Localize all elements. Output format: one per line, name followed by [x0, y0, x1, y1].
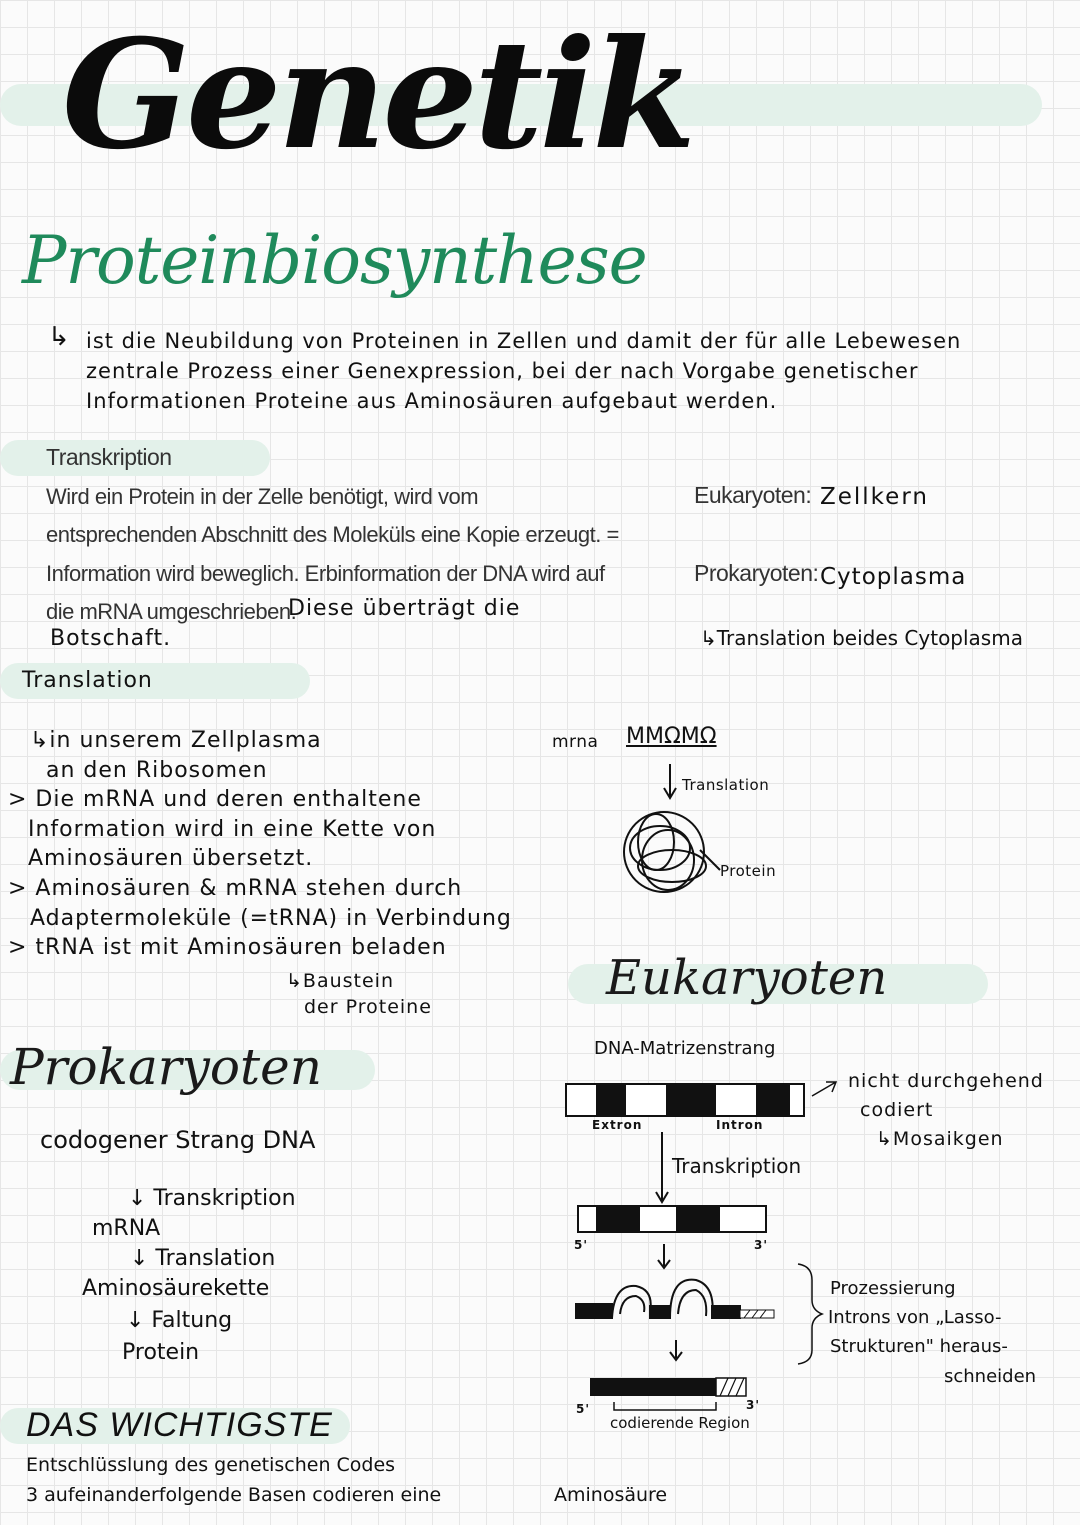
mrna-strand: MMΩMΩ	[626, 724, 717, 749]
page-title: Genetik	[62, 7, 693, 183]
prok-step-6: Protein	[122, 1340, 200, 1365]
lasso-structure-icon	[576, 1280, 774, 1318]
wichtig-heading: DAS WICHTIGSTE	[26, 1406, 333, 1444]
dna-strand-bar	[566, 1084, 804, 1116]
dna-matrizen-label: DNA-Matrizenstrang	[594, 1038, 776, 1059]
mrna-label: mrna	[552, 732, 599, 752]
prok-step-1: ↓ Transkription	[128, 1186, 296, 1211]
translation-line-5: Aminosäuren übersetzt.	[28, 846, 314, 871]
wichtig-line-2: 3 aufeinanderfolgende Basen codieren eine	[26, 1484, 442, 1506]
processing-note-2: Introns von „Lasso-	[828, 1307, 1002, 1328]
intro-line-1: ist die Neubildung von Proteinen in Zellen und damit der für alle Lebewesen	[86, 329, 962, 353]
transkription-heading: Transkription	[46, 444, 172, 470]
side-note-1: nicht durchgehend	[848, 1070, 1044, 1092]
translation-line-7: Adaptermoleküle (=tRNA) in Verbindung	[30, 906, 512, 931]
codogen-strand: codogener Strang DNA	[40, 1126, 316, 1154]
coding-region-bracket	[614, 1402, 716, 1410]
three-prime-1: 3'	[754, 1238, 769, 1252]
transkription-line-2: entsprechenden Abschnitt des Moleküls eine Kopie erzeugt. =	[46, 522, 619, 547]
transkription-line-4: die mRNA umgeschrieben.	[46, 599, 297, 624]
pre-mrna-bar	[578, 1206, 766, 1232]
processing-note-4: schneiden	[944, 1366, 1037, 1387]
mrna-translation-label: Translation	[682, 776, 770, 794]
euk-location-label: Eukaryoten:	[694, 482, 812, 508]
translation-line-2: an den Ribosomen	[46, 758, 268, 783]
wichtig-line-1: Entschlüsslung des genetischen Codes	[26, 1454, 396, 1476]
processing-bracket-icon	[798, 1264, 822, 1364]
prok-step-4: Aminosäurekette	[82, 1276, 270, 1301]
mrna-arrow-icon	[664, 764, 676, 798]
eukaryoten-heading: Eukaryoten	[606, 950, 888, 1006]
transkription-line-5: Botschaft.	[50, 626, 172, 651]
side-note-2: codiert	[860, 1099, 934, 1121]
prok-step-2: mRNA	[92, 1216, 161, 1241]
processing-note-1: Prozessierung	[830, 1278, 956, 1299]
protein-blob-icon	[624, 812, 720, 892]
five-prime-1: 5'	[574, 1238, 589, 1252]
prokaryoten-heading: Prokaryoten	[10, 1038, 322, 1096]
processing-arrow-icon	[658, 1244, 670, 1268]
five-prime-2: 5'	[576, 1402, 591, 1416]
translation-line-3: > Die mRNA und deren enthaltene	[8, 787, 422, 812]
translation-line-6: > Aminosäuren & mRNA stehen durch	[8, 876, 463, 901]
mature-mrna-bar	[590, 1378, 746, 1396]
intro-line-2: zentrale Prozess einer Genexpression, bei der nach Vorgabe genetischer	[86, 359, 919, 383]
translation-line-8: > tRNA ist mit Aminosäuren beladen	[8, 935, 447, 960]
side-note-arrow-icon	[812, 1082, 836, 1096]
euk-location-value: Zellkern	[820, 484, 929, 510]
proteine-note: der Proteine	[304, 996, 432, 1018]
transkription-line-1: Wird ein Protein in der Zelle benötigt, wird vom	[46, 484, 479, 509]
coding-region-label: codierende Region	[610, 1414, 750, 1432]
transkription-arrow-icon	[656, 1132, 668, 1202]
euk-transkription-label: Transkription	[672, 1154, 802, 1178]
processing-note-3: Strukturen" heraus-	[830, 1336, 1008, 1357]
extron-label: Extron	[592, 1118, 643, 1132]
side-note-3: ↳Mosaikgen	[876, 1128, 1004, 1150]
page-subtitle: Proteinbiosynthese	[22, 222, 647, 299]
prok-location-value: Cytoplasma	[820, 564, 967, 590]
translation-line-4: Information wird in eine Kette von	[28, 817, 437, 842]
transkription-line-3: Information wird beweglich. Erbinformation der DNA wird auf	[46, 561, 605, 586]
translation-heading: Translation	[22, 668, 153, 693]
prok-step-5: ↓ Faltung	[126, 1308, 233, 1333]
baustein-note: ↳Baustein	[286, 970, 394, 992]
transkription-line-4-tail: Diese überträgt die	[288, 596, 521, 621]
translation-line-1: ↳in unserem Zellplasma	[30, 728, 322, 753]
protein-label: Protein	[720, 862, 777, 880]
intron-label: Intron	[716, 1118, 764, 1132]
prok-step-3: ↓ Translation	[130, 1246, 276, 1271]
wichtig-line-2-tail: Aminosäure	[554, 1484, 668, 1506]
intro-arrow: ↳	[48, 322, 71, 352]
intro-line-3: Informationen Proteine aus Aminosäuren aufgebaut werden.	[86, 389, 778, 413]
translation-location-note: ↳Translation beides Cytoplasma	[700, 626, 1023, 650]
prok-location-label: Prokaryoten:	[694, 560, 819, 586]
three-prime-2: 3'	[746, 1398, 761, 1412]
splicing-arrow-icon	[670, 1340, 682, 1360]
